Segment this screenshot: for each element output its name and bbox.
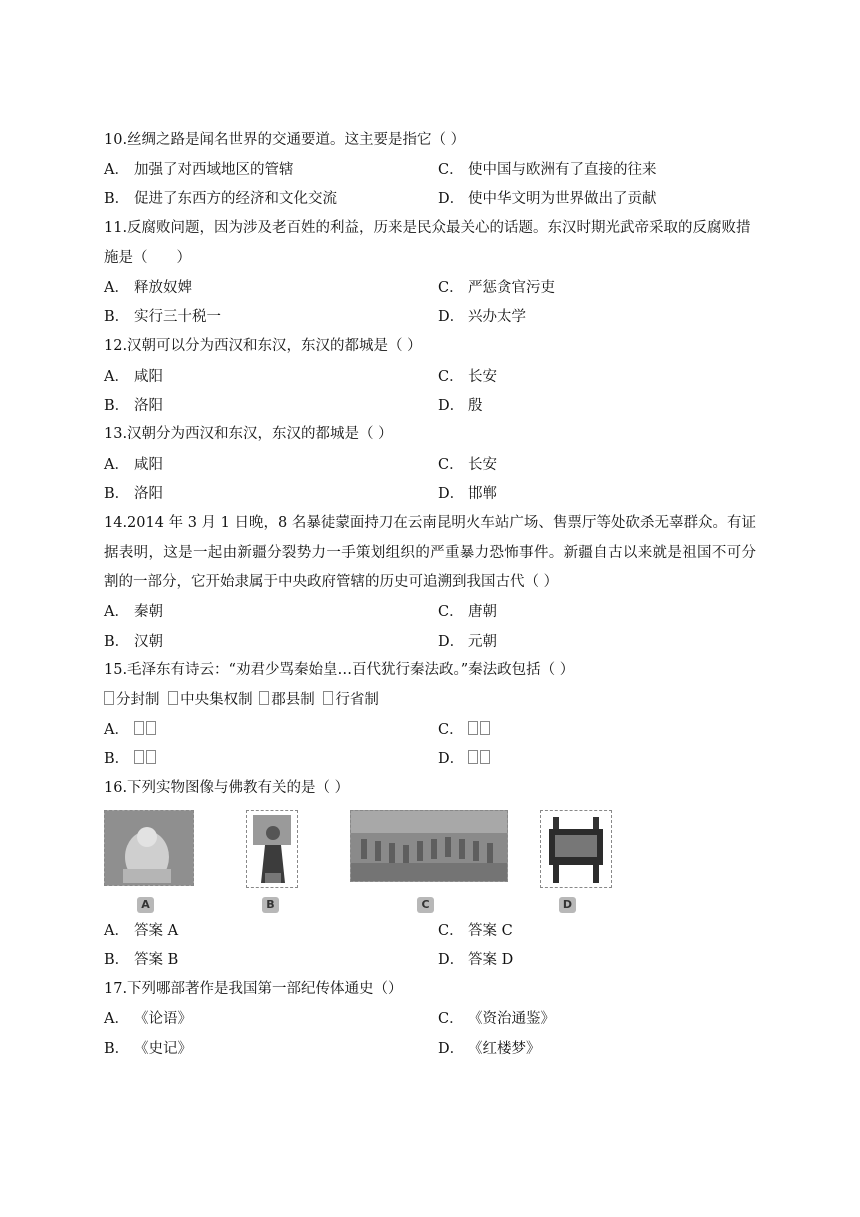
missing-glyph-box (146, 750, 156, 764)
image-label-c: C (417, 897, 434, 913)
bronze-ding-icon (541, 811, 611, 887)
terracotta-army-icon (351, 811, 507, 881)
q14-option-c: C． 唐朝 (438, 604, 497, 620)
question-13-stem: 13.汉朝分为西汉和东汉，东汉的都城是（ ） (104, 426, 393, 442)
q10-option-c: C． 使中国与欧洲有了直接的往来 (438, 162, 657, 178)
q12-option-b: B． 洛阳 (104, 398, 163, 414)
buddha-statue-image (104, 810, 194, 886)
question-15-stem: 15.毛泽东有诗云：“劝君少骂秦始皇…百代犹行秦法政。”秦法政包括（ ） (104, 662, 575, 678)
image-label-a: A (137, 897, 154, 913)
q13-option-d: D． 邯郸 (438, 486, 497, 502)
q12-option-a: A． 咸阳 (104, 369, 163, 385)
question-10-stem: 10.丝绸之路是闻名世界的交通要道。这主要是指它（ ） (104, 132, 466, 148)
buddha-statue-icon (105, 811, 193, 885)
missing-glyph-box (134, 721, 144, 735)
figurine-image (246, 810, 298, 888)
missing-glyph-box (323, 691, 333, 705)
terracotta-army-image (350, 810, 508, 882)
q16-option-c: C． 答案 C (438, 923, 513, 939)
q10-option-b: B． 促进了东西方的经济和文化交流 (104, 191, 337, 207)
missing-glyph-box (480, 750, 490, 764)
q16-option-a: A． 答案 A (104, 923, 179, 939)
question-12-stem: 12.汉朝可以分为西汉和东汉，东汉的都城是（ ） (104, 338, 422, 354)
question-16-stem: 16.下列实物图像与佛教有关的是（ ） (104, 780, 350, 796)
q11-option-d: D． 兴办太学 (438, 309, 526, 325)
q12-option-d: D． 殷 (438, 398, 483, 414)
q17-option-d: D． 《红楼梦》 (438, 1041, 541, 1057)
q14-option-a: A． 秦朝 (104, 604, 163, 620)
q13-option-a: A． 咸阳 (104, 457, 163, 473)
missing-glyph-box (146, 721, 156, 735)
q15-option-b: B． (104, 749, 158, 769)
missing-glyph-box (480, 721, 490, 735)
q17-option-b: B． 《史记》 (104, 1041, 192, 1057)
q15-option-a: A． (104, 720, 158, 740)
q13-option-b: B． 洛阳 (104, 486, 163, 502)
q15-items: 分封制 中央集权制 郡县制 行省制 (104, 690, 379, 710)
q14-option-d: D． 元朝 (438, 634, 497, 650)
missing-glyph-box (168, 691, 178, 705)
q16-option-d: D． 答案 D (438, 952, 514, 968)
q13-option-c: C． 长安 (438, 457, 497, 473)
q15-option-d: D． (438, 749, 492, 769)
missing-glyph-box (259, 691, 269, 705)
q10-option-a: A． 加强了对西域地区的管辖 (104, 162, 294, 178)
question-17-stem: 17.下列哪部著作是我国第一部纪传体通史（） (104, 981, 403, 997)
q14-option-b: B． 汉朝 (104, 634, 163, 650)
question-14-stem: 14.2014 年 3 月 1 日晚，8 名暴徒蒙面持刀在云南昆明火车站广场、售票厅等处砍杀无辜群众。有证据表明，这是一起由新疆分裂势力一手策划组织的严重暴力恐怖事件。新疆自古以来就是祖国不可分割的一部分，它开始隶属于中央政府管辖的历史可追溯到我国古代（ ） (104, 515, 756, 590)
missing-glyph-box (468, 721, 478, 735)
q17-option-a: A． 《论语》 (104, 1011, 192, 1027)
q12-option-c: C． 长安 (438, 369, 497, 385)
q10-option-d: D． 使中华文明为世界做出了贡献 (438, 191, 657, 207)
figurine-icon (247, 811, 297, 887)
q11-option-b: B． 实行三十税一 (104, 309, 221, 325)
q11-option-c: C． 严惩贪官污吏 (438, 280, 555, 296)
missing-glyph-box (104, 691, 114, 705)
q16-option-b: B． 答案 B (104, 952, 179, 968)
missing-glyph-box (468, 750, 478, 764)
question-11-stem: 11.反腐败问题，因为涉及老百姓的利益，历来是民众最关心的话题。东汉时期光武帝采取的反腐败措施是（ ） (104, 220, 751, 266)
bronze-ding-image (540, 810, 612, 888)
q11-option-a: A． 释放奴婢 (104, 280, 192, 296)
q15-option-c: C． (438, 720, 492, 740)
image-label-b: B (262, 897, 279, 913)
image-label-d: D (559, 897, 576, 913)
q17-option-c: C． 《资治通鉴》 (438, 1011, 555, 1027)
missing-glyph-box (134, 750, 144, 764)
